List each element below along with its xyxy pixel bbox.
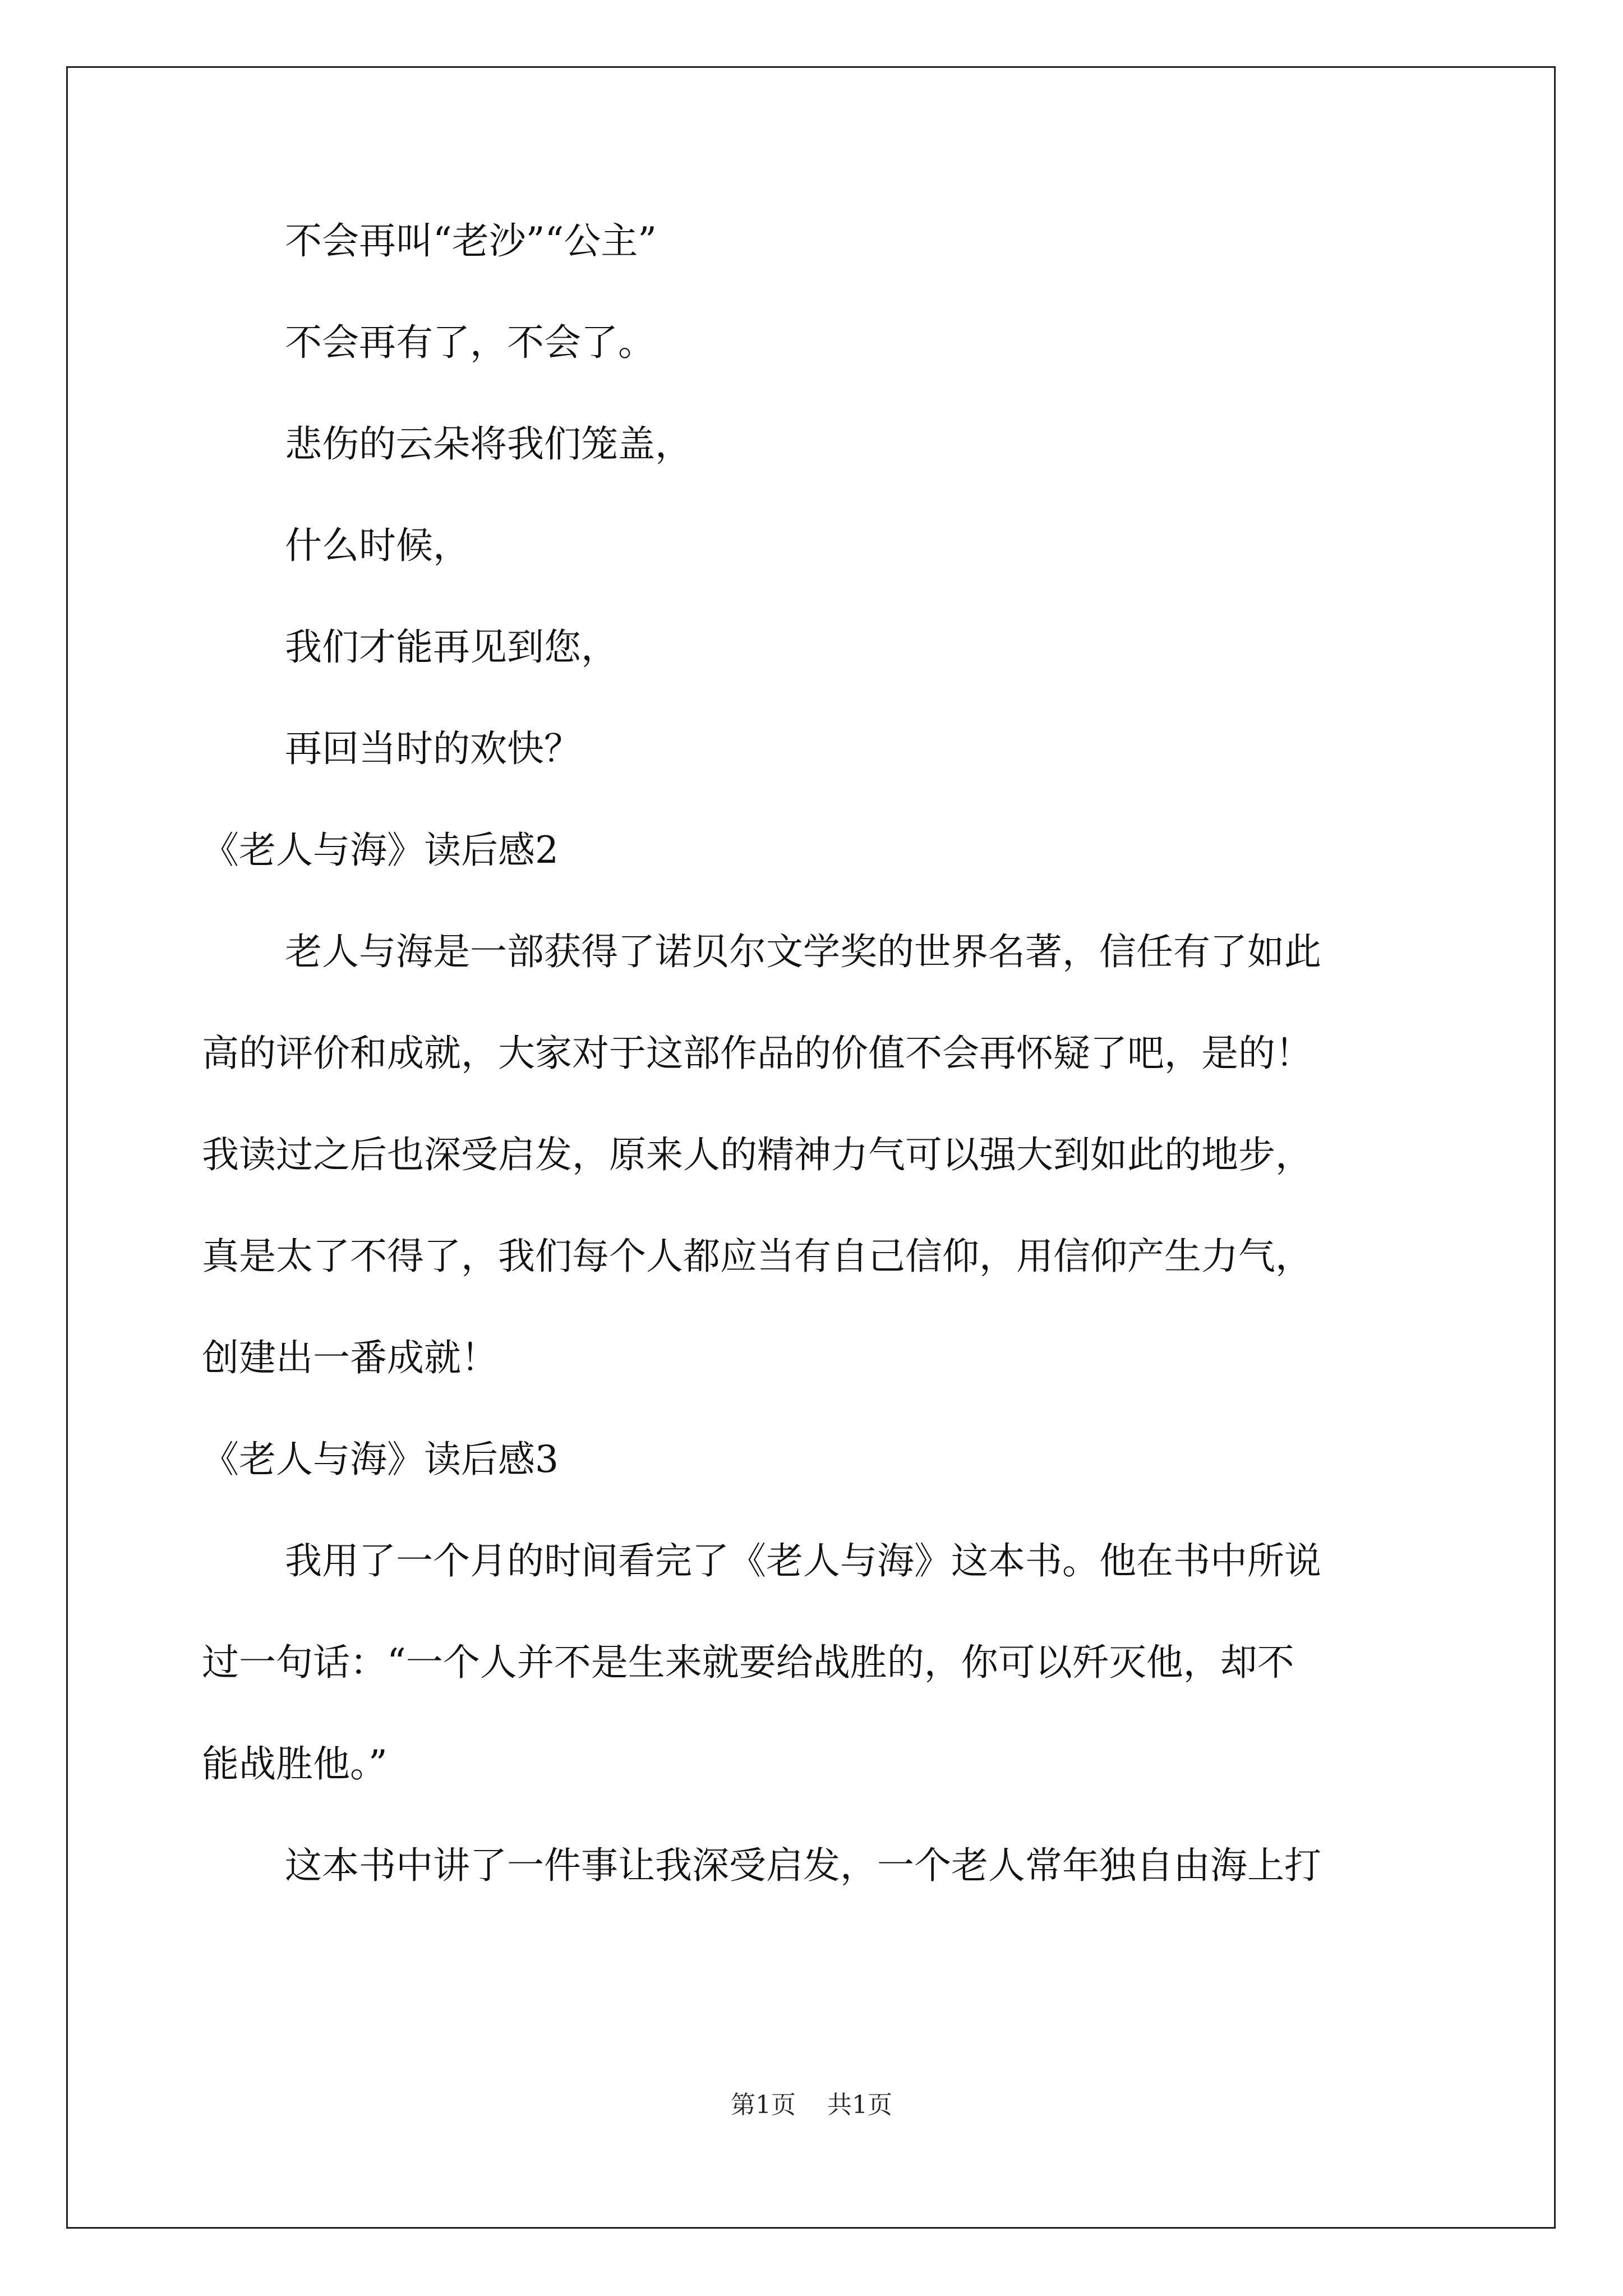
paragraph-line: 我用了一个月的时间看完了《老人与海》这本书。他在书中所说	[285, 1539, 1321, 1582]
poem-line: 什么时候，	[285, 524, 470, 567]
paragraph-line: 真是太了不得了，我们每个人都应当有自己信仰，用信仰产生力气，	[202, 1235, 1312, 1278]
poem-line: 我们才能再见到您，	[285, 625, 618, 669]
paragraph-line: 我读过之后也深受启发，原来人的精神力气可以强大到如此的地步，	[202, 1133, 1312, 1176]
poem-line: 不会再有了，不会了。	[285, 321, 655, 364]
paragraph-line: 高的评价和成就，大家对于这部作品的价值不会再怀疑了吧，是的！	[202, 1032, 1312, 1075]
section-heading: 《老人与海》读后感2	[202, 829, 559, 872]
section-heading: 《老人与海》读后感3	[202, 1438, 559, 1481]
poem-line: 再回当时的欢快？	[285, 727, 581, 770]
paragraph-line: 创建出一番成就！	[202, 1336, 498, 1379]
poem-line: 不会再叫“老沙”“公主”	[285, 219, 657, 263]
paragraph-line: 能战胜他。”	[202, 1742, 388, 1786]
page-footer	[0, 2090, 1623, 2121]
paragraph-line: 这本书中讲了一件事让我深受启发，一个老人常年独自由海上打	[285, 1844, 1321, 1887]
poem-line: 悲伤的云朵将我们笼盖，	[285, 422, 692, 466]
paragraph-line: 过一句话：“一个人并不是生来就要给战胜的，你可以歼灭他，却不	[202, 1641, 1294, 1684]
page-number-total: 共1页	[827, 2091, 892, 2119]
page-number-current: 第1页	[731, 2091, 796, 2119]
paragraph-line: 老人与海是一部获得了诺贝尔文学奖的世界名著，信任有了如此	[285, 930, 1321, 973]
